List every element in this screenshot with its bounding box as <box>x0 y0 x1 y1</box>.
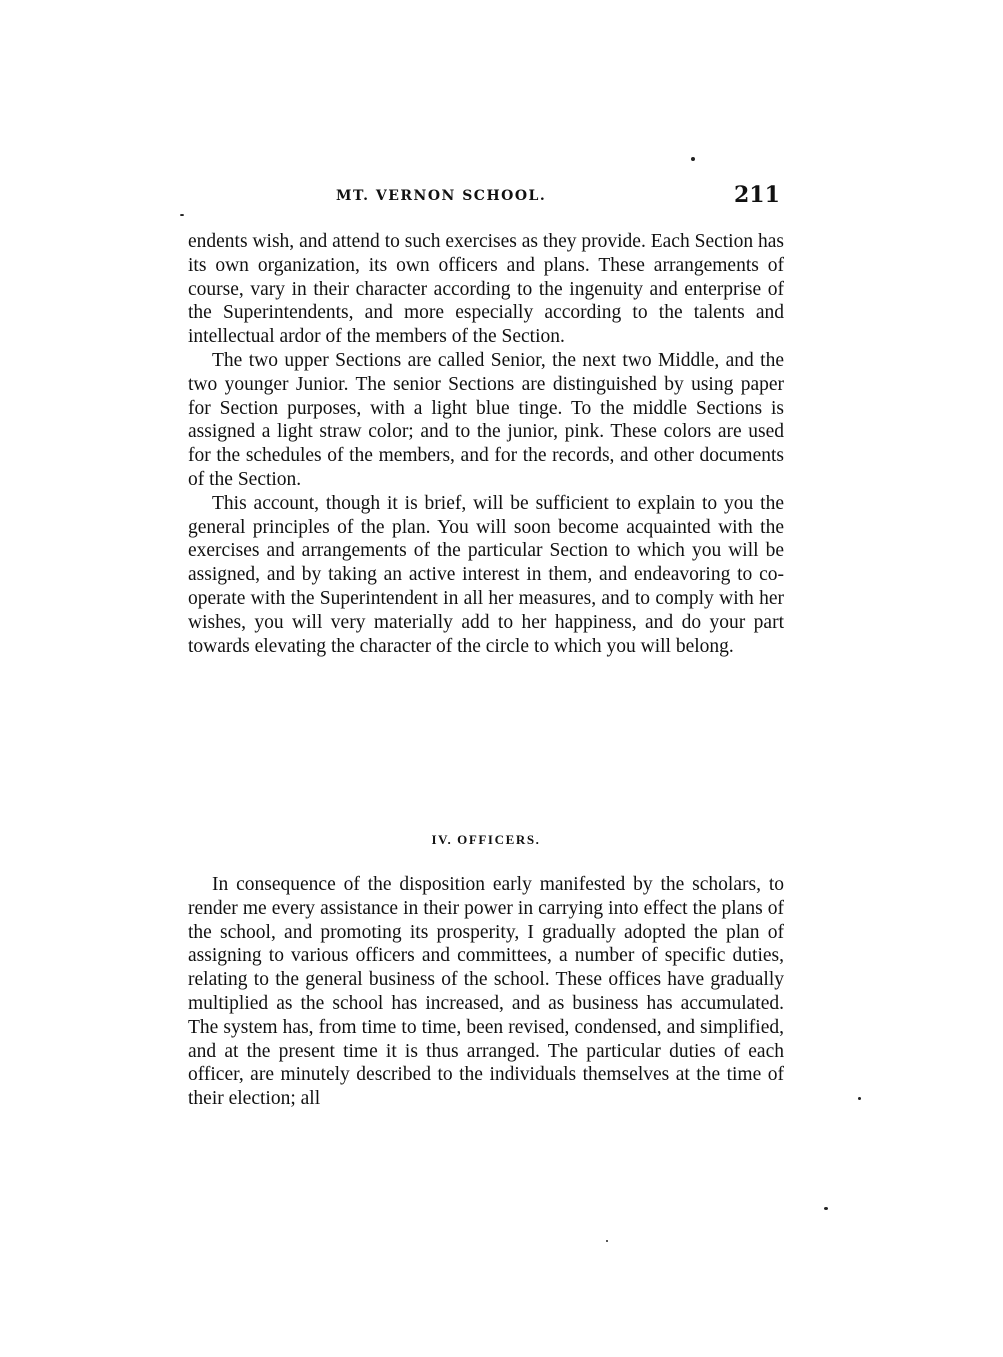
paragraph-officers: In consequence of the disposition early manifested by the scholars, to render me every assistance in their power in carrying into effect the plans of the school, and promoting its prosperity, I gradually adopted the plan of assigning to various officers and committees, a number of specific duties, relating to the general business of the school. These offices have gradually multiplied as the school has increased, and as business has accumulated. The system has, from time to time, been revised, condensed, and simplified, and at the present time it is thus arranged. The particular duties of each officer, are minutely described to the individuals themselves at the time of their election; all <box>188 874 784 1110</box>
scan-speck <box>858 1097 861 1100</box>
paragraph-continuation: endents wish, and attend to such exercises as they provide. Each Section has its own organization, its own officers and plans. These arrangements of course, vary in their character according to the ingenuity and enterprise of the Superintendents, and more especially according to the talents and intellectual ardor of the members of the Section. <box>188 231 784 348</box>
section-heading: IV. OFFICERS. <box>431 832 541 847</box>
scan-speck <box>606 1240 608 1242</box>
body-text-top <box>188 230 784 658</box>
page-number: 211 <box>734 182 780 208</box>
paragraph-account: This account, though it is brief, will be sufficient to explain to you the general principles of the plan. You will soon become acquainted with the exercises and arrangements of the particular Section to which you will be assigned, and by taking an active interest in them, and endeavoring to co-operate with the Superintendent in all her measures, and to comply with her wishes, you will very materially add to her happiness, and do your part towards elevating the character of the circle to which you will belong. <box>188 492 784 657</box>
scan-speck <box>824 1207 828 1210</box>
scan-speck <box>180 214 184 216</box>
running-title: MT. VERNON SCHOOL. <box>336 188 547 204</box>
scan-speck <box>691 157 695 161</box>
body-text-bottom <box>188 873 784 1111</box>
running-head <box>186 182 786 210</box>
paragraph-sections: The two upper Sections are called Senior, the next two Middle, and the two younger Junior. The senior Sections are distinguished by using paper for Section purposes, with a light blue tinge. To the middle Sections is assigned a light straw color; and to the junior, pink. These colors are used for the schedules of the members, and for the records, and other documents of the Section. <box>188 349 784 490</box>
